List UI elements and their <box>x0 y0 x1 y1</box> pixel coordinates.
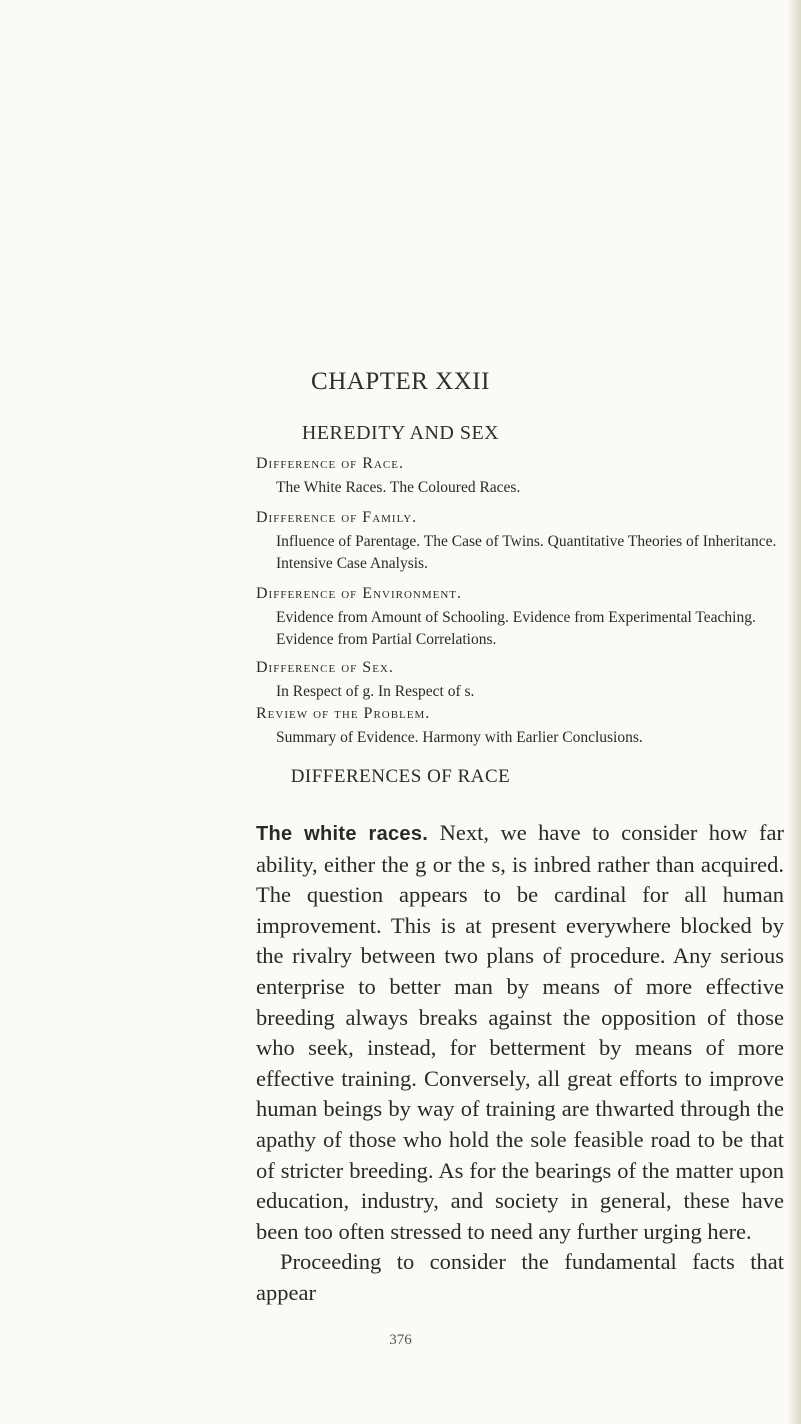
run-in-heading: The white races. <box>256 823 429 845</box>
contents-heading: Difference of Race. <box>256 455 404 472</box>
section-heading: DIFFERENCES OF RACE <box>290 766 511 787</box>
body-text <box>256 818 784 1309</box>
contents-topics: Summary of Evidence. Harmony with Earlier Conclusions. <box>276 729 643 746</box>
contents-topics: In Respect of g. In Respect of s. <box>276 683 475 700</box>
contents-heading: Review of the Problem. <box>256 705 431 722</box>
chapter-number: CHAPTER XXII <box>311 368 490 395</box>
contents-topics: Evidence from Amount of Schooling. Evidence from Experimental Teaching. Evidence from Partial Correlations. <box>276 609 756 648</box>
contents-heading: Difference of Family. <box>256 509 418 526</box>
contents-topics: Influence of Parentage. The Case of Twins. Quantitative Theories of Inheritance. Intensive Case Analysis. <box>276 533 777 572</box>
paragraph: Proceeding to consider the fundamental facts that appear <box>256 1249 784 1305</box>
paragraph-text: Next, we have to consider how far ability, either the g or the s, is inbred rather than acquired. The question appears to be cardinal for all human improvement. This is at present everywhere blocked by the rivalry between two plans of procedure. Any serious enterprise to better man by means of more effective breeding always breaks against the opposition of those who seek, instead, for betterment by means of more effective training. Conversely, all great efforts to improve human beings by way of training are thwarted through the apathy of those who hold the sole feasible road to be that of stricter breeding. As for the bearings of the matter upon education, industry, and society in general, these have been too often stressed to need any further urging here. <box>256 820 784 1244</box>
contents-heading: Difference of Environment. <box>256 585 463 602</box>
page-number: 376 <box>389 1332 412 1348</box>
contents-topics: The White Races. The Coloured Races. <box>276 479 521 496</box>
contents-heading: Difference of Sex. <box>256 659 394 676</box>
chapter-title: HEREDITY AND SEX <box>301 422 500 444</box>
paragraph <box>256 818 784 1247</box>
